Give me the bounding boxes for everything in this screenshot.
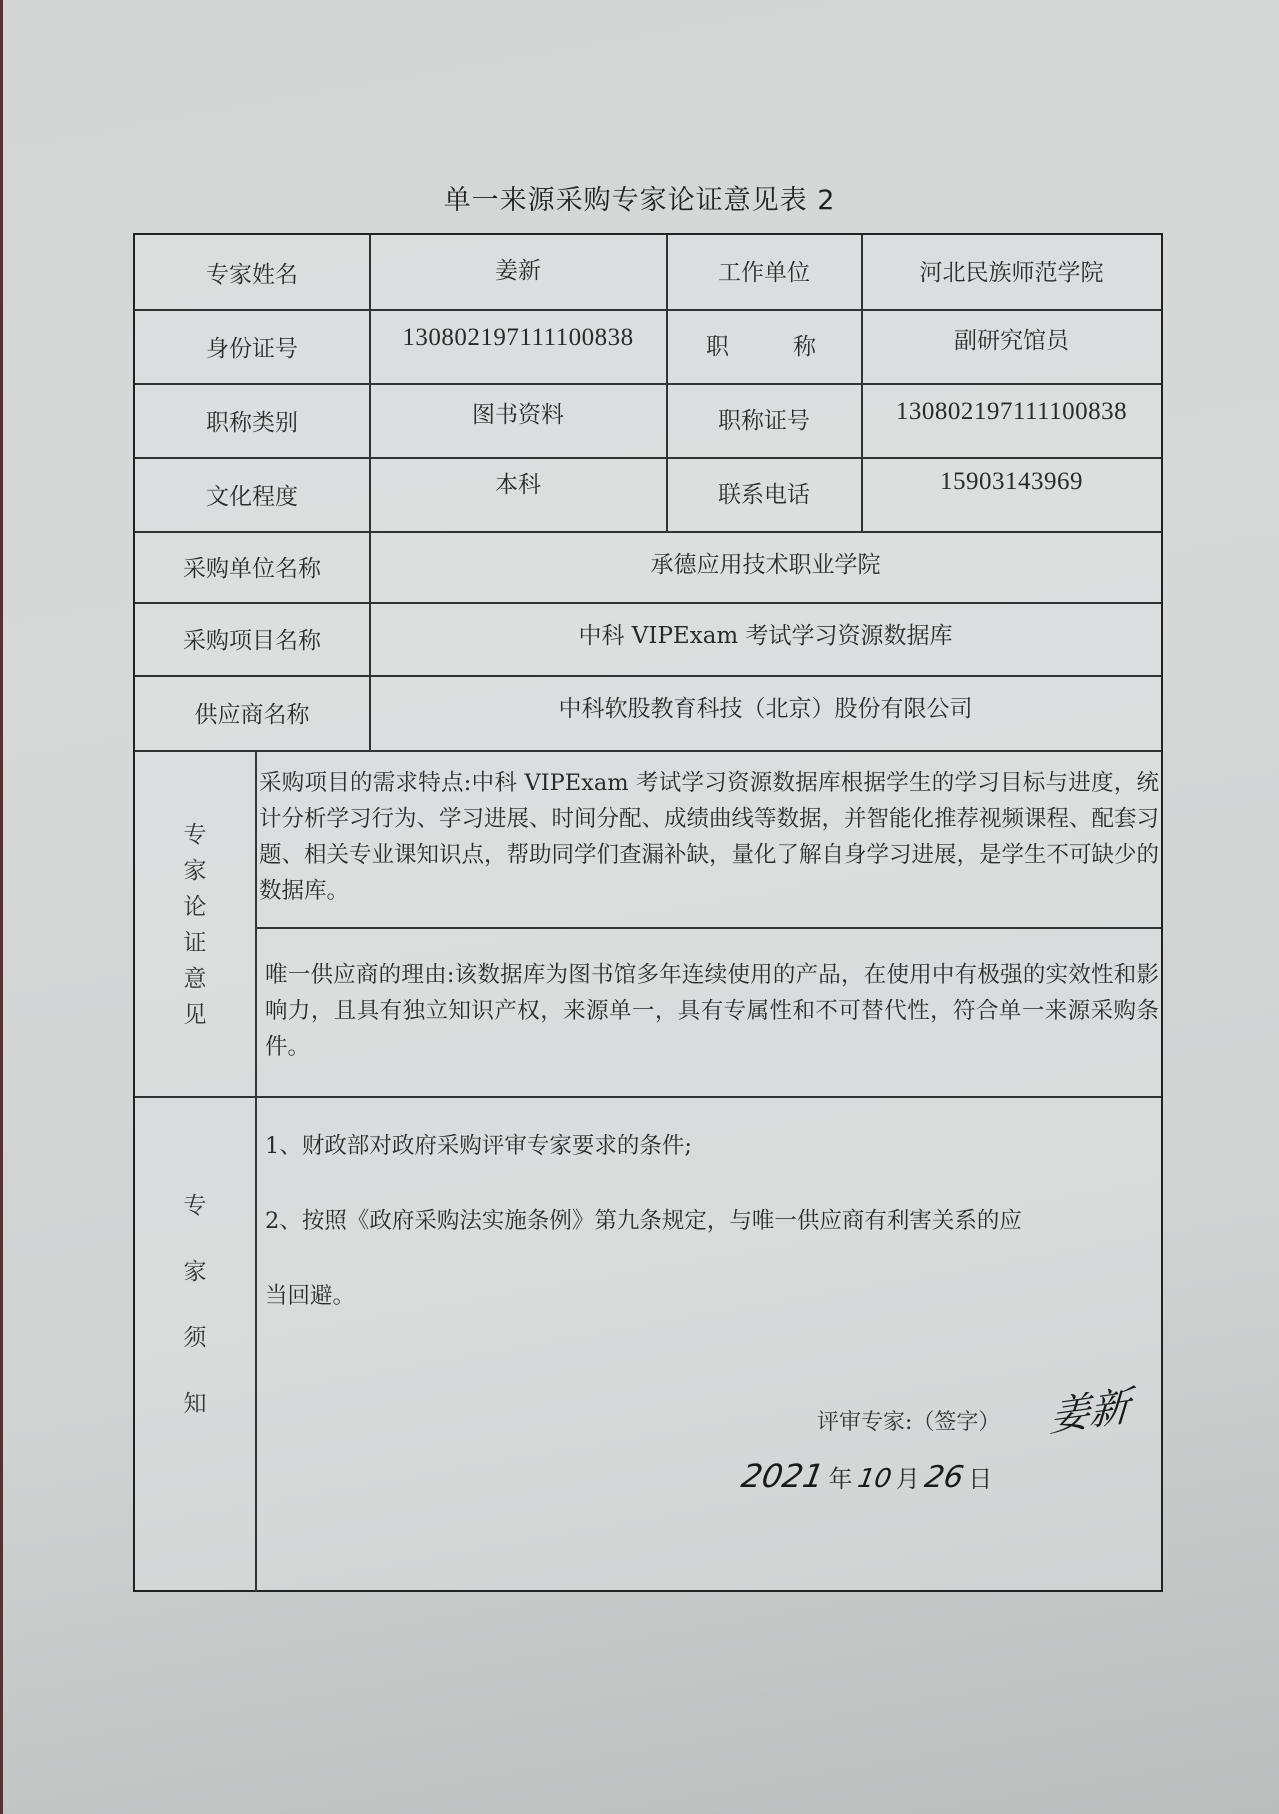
expert-opinion-label-char: 论: [183, 894, 207, 920]
phone-label: 联系电话: [718, 481, 810, 508]
title-certificate-value: 130802197111100838: [895, 398, 1128, 425]
date-day: 26: [921, 1460, 967, 1495]
supplier-name-label: 供应商名称: [194, 702, 310, 728]
title-label: 职 称: [706, 333, 822, 360]
signature-label: 评审专家:（签字）: [817, 1410, 1001, 1435]
notice-item-1: 1、财政部对政府采购评审专家要求的条件;: [265, 1133, 692, 1159]
expert-name-label: 专家姓名: [206, 261, 298, 288]
expert-notice-label: [135, 1165, 255, 1445]
title-certificate-label: 职称证号: [718, 407, 810, 434]
work-unit-label: 工作单位: [718, 259, 810, 286]
signing-date: [738, 1457, 993, 1495]
handwritten-signature: 姜新: [1048, 1383, 1132, 1442]
project-name-value: 中科 VIPExam 考试学习资源数据库: [578, 623, 953, 649]
demand-features-text: 采购项目的需求特点:中科 VIPExam 考试学习资源数据库根据学生的学习目标与进度，统计分析学习行为、学习进展、时间分配、成绩曲线等数据，并智能化推荐视频课程、配套习题、相关专业课知识点，帮助同学们查漏补缺，量化了解自身学习进展，是学生不可缺少的数据库。: [259, 770, 1160, 904]
date-year: 2021: [738, 1457, 827, 1495]
title-value: 副研究馆员: [954, 327, 1069, 354]
date-day-unit: 日: [968, 1465, 993, 1493]
phone-value: 15903143969: [940, 468, 1083, 495]
date-month-unit: 月: [895, 1465, 920, 1493]
expert-opinion-label-char: 见: [183, 1002, 207, 1028]
row-divider: [135, 1096, 1161, 1098]
expert-name-value: 姜新: [495, 257, 541, 284]
education-label: 文化程度: [206, 483, 298, 510]
title-category-label: 职称类别: [206, 409, 298, 436]
notice-item-2-line-1: 2、按照《政府采购法实施条例》第九条规定，与唯一供应商有利害关系的应: [265, 1208, 1022, 1234]
expert-opinion-label-char: 意: [183, 966, 207, 992]
document-title: 单一来源采购专家论证意见表 2: [443, 185, 836, 216]
title-category-value: 图书资料: [472, 401, 564, 428]
notice-item-2-line-2: 当回避。: [265, 1283, 356, 1309]
purchaser-name-value: 承德应用技术职业学院: [650, 552, 881, 578]
date-month: 10: [854, 1464, 894, 1494]
education-value: 本科: [495, 471, 541, 498]
work-unit-value: 河北民族师范学院: [919, 259, 1104, 286]
expert-opinion-label-char: 家: [183, 858, 207, 884]
section-label-divider: [255, 750, 257, 1592]
expert-opinion-form: [133, 233, 1163, 1592]
supplier-name-value: 中科软股教育科技（北京）股份有限公司: [558, 696, 973, 722]
expert-notice-label-char: 须: [183, 1325, 207, 1351]
purchaser-name-label: 采购单位名称: [183, 556, 321, 582]
id-number-value: 130802197111100838: [402, 324, 634, 351]
photo-edge: [0, 0, 3, 1814]
expert-notice-label-char: 知: [183, 1391, 207, 1417]
expert-opinion-label: [135, 775, 255, 1075]
expert-notice-label-char: 专: [183, 1193, 207, 1219]
row-divider: [135, 750, 1161, 752]
date-year-unit: 年: [828, 1465, 853, 1493]
expert-opinion-label-char: 证: [183, 930, 207, 956]
opinion-inner-divider: [255, 927, 1161, 929]
sole-supplier-reason-text: 唯一供应商的理由:该数据库为图书馆多年连续使用的产品，在使用中有极强的实效性和影响力，且具有独立知识产权，来源单一，具有专属性和不可替代性，符合单一来源采购条件。: [265, 962, 1159, 1060]
id-number-label: 身份证号: [206, 335, 298, 362]
expert-opinion-label-char: 专: [183, 822, 207, 848]
expert-notice-label-char: 家: [183, 1259, 207, 1285]
project-name-label: 采购项目名称: [183, 628, 321, 654]
